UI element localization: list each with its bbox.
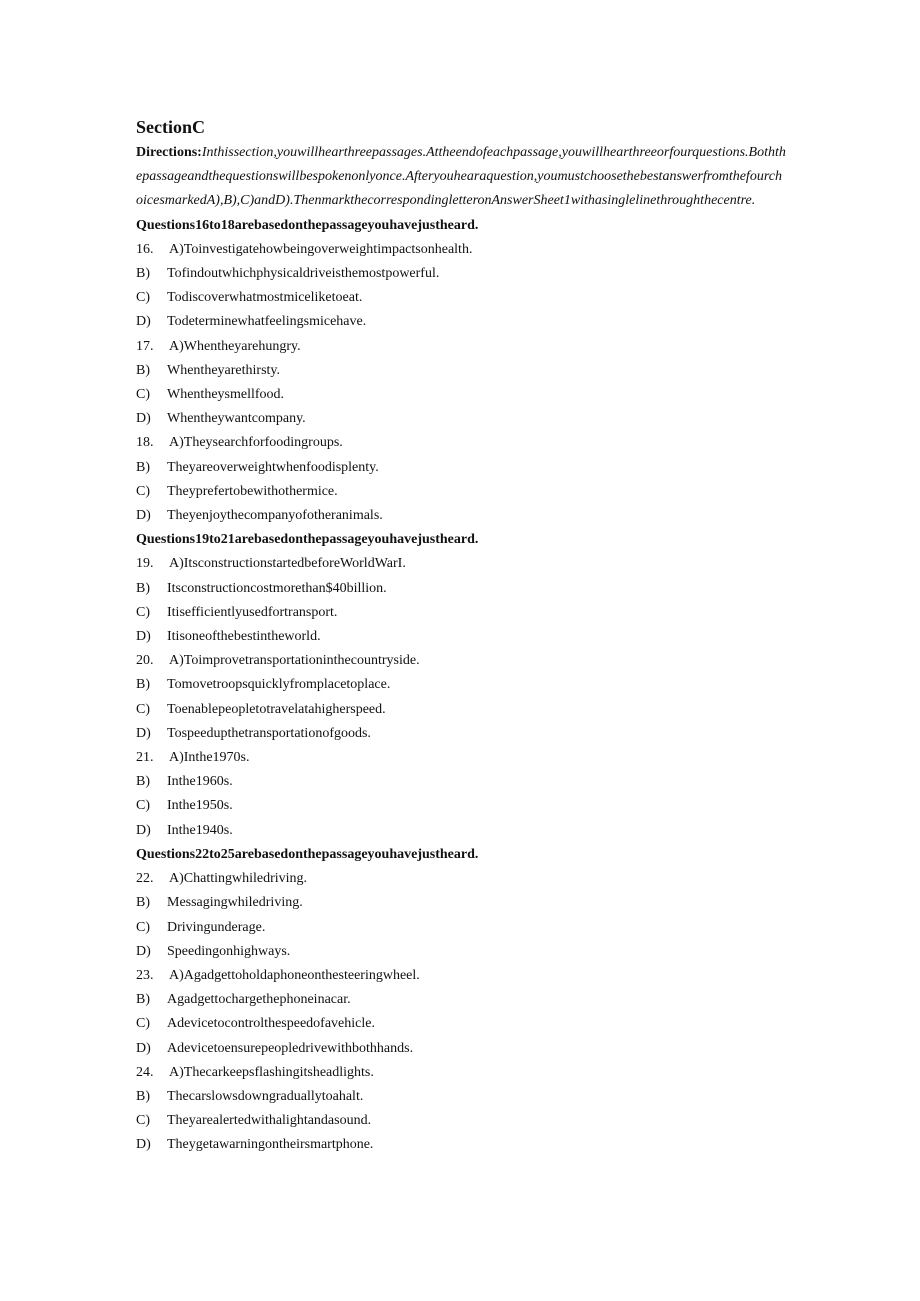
question-number: 23. <box>136 967 154 983</box>
option-b: B) Theyareoverweightwhenfoodisplenty. <box>136 459 379 475</box>
option-b: B) Agadgettochargethephoneinacar. <box>136 992 351 1008</box>
option-c: C) Inthe1950s. <box>136 798 233 814</box>
option-a: 22. A)Chattingwhiledriving. <box>136 867 786 891</box>
group-heading: Questions19to21arebasedonthepassageyouhavejustheard. <box>136 532 479 548</box>
option-d: D) Whentheywantcompany. <box>136 411 306 427</box>
question-number: 22. <box>136 871 154 887</box>
option-d: D) Theygetawarningontheirsmartphone. <box>136 1137 374 1153</box>
option-a: 24. A)Thecarkeepsflashingitsheadlights. <box>136 1061 786 1085</box>
option-d: D) Tospeedupthetransportationofgoods. <box>136 725 371 741</box>
option-c: C) Theyprefertobewithothermice. <box>136 483 338 499</box>
option-c: C) Todiscoverwhatmostmiceliketoeat. <box>136 290 363 306</box>
question-group-16-18 <box>136 214 786 529</box>
question-22 <box>136 867 786 964</box>
question-21 <box>136 746 786 843</box>
question-number: 21. <box>136 750 154 766</box>
option-b: B) Messagingwhiledriving. <box>136 895 303 911</box>
option-b: B) Inthe1960s. <box>136 774 233 790</box>
option-d: D) Todeterminewhatfeelingsmicehave. <box>136 314 367 330</box>
section-c <box>136 116 786 1158</box>
question-18 <box>136 431 786 528</box>
option-a: 16. A)Toinvestigatehowbeingoverweightimpactsonhealth. <box>136 238 786 262</box>
question-23 <box>136 964 786 1061</box>
option-d: D) Inthe1940s. <box>136 822 233 838</box>
question-17 <box>136 335 786 432</box>
question-number: 20. <box>136 653 154 669</box>
directions-label: Directions: <box>136 145 202 160</box>
section-title: SectionC <box>136 117 205 137</box>
question-number: 19. <box>136 556 154 572</box>
option-d: D) Speedingonhighways. <box>136 943 291 959</box>
question-16 <box>136 238 786 335</box>
option-d: D) Itisoneofthebestintheworld. <box>136 629 321 645</box>
option-b: B) Tomovetroopsquicklyfromplacetoplace. <box>136 677 391 693</box>
option-a: 19. A)ItsconstructionstartedbeforeWorldWarI. <box>136 552 786 576</box>
question-group-19-21 <box>136 528 786 843</box>
option-a: 17. A)Whentheyarehungry. <box>136 335 786 359</box>
option-a: 20. A)Toimprovetransportationinthecountryside. <box>136 649 786 673</box>
question-19 <box>136 552 786 649</box>
option-c: C) Drivingunderage. <box>136 919 266 935</box>
question-24 <box>136 1061 786 1158</box>
option-c: C) Itisefficientlyusedfortransport. <box>136 604 338 620</box>
option-a: 21. A)Inthe1970s. <box>136 746 786 770</box>
question-number: 17. <box>136 338 154 354</box>
option-b: B) Thecarslowsdowngraduallytoahalt. <box>136 1088 364 1104</box>
question-number: 24. <box>136 1064 154 1080</box>
directions <box>136 141 786 214</box>
option-d: D) Theyenjoythecompanyofotheranimals. <box>136 508 383 524</box>
directions-text: Inthissection,youwillhearthreepassages.Attheendofeachpassage,youwillhearthreeorfourquestions.Boththepassageandthequestionswillbespokenonlyonce.Afteryouhearaquestion,youmustchoosethebestanswerfromthefourchoicesmarkedA),B),C)andD).ThenmarkthecorrespondingletteronAnswerSheet1withasinglelinethroughthecentre. <box>136 145 786 209</box>
question-number: 18. <box>136 435 154 451</box>
option-b: B) Tofindoutwhichphysicaldriveisthemostpowerful. <box>136 266 440 282</box>
group-heading: Questions16to18arebasedonthepassageyouhavejustheard. <box>136 217 479 233</box>
option-b: B) Whentheyarethirsty. <box>136 362 280 378</box>
option-c: C) Theyarealertedwithalightandasound. <box>136 1113 372 1129</box>
question-group-22-25 <box>136 843 786 1158</box>
option-d: D) Adevicetoensurepeopledrivewithbothhands. <box>136 1040 414 1056</box>
option-b: B) Itsconstructioncostmorethan$40billion. <box>136 580 387 596</box>
option-c: C) Whentheysmellfood. <box>136 387 285 403</box>
question-20 <box>136 649 786 746</box>
option-c: C) Toenablepeopletotravelatahigherspeed. <box>136 701 386 717</box>
option-a: 18. A)Theysearchforfoodingroups. <box>136 431 786 455</box>
option-a: 23. A)Agadgettoholdaphoneonthesteeringwheel. <box>136 964 786 988</box>
question-number: 16. <box>136 241 154 257</box>
option-c: C) Adevicetocontrolthespeedofavehicle. <box>136 1016 375 1032</box>
group-heading: Questions22to25arebasedonthepassageyouhavejustheard. <box>136 846 479 862</box>
